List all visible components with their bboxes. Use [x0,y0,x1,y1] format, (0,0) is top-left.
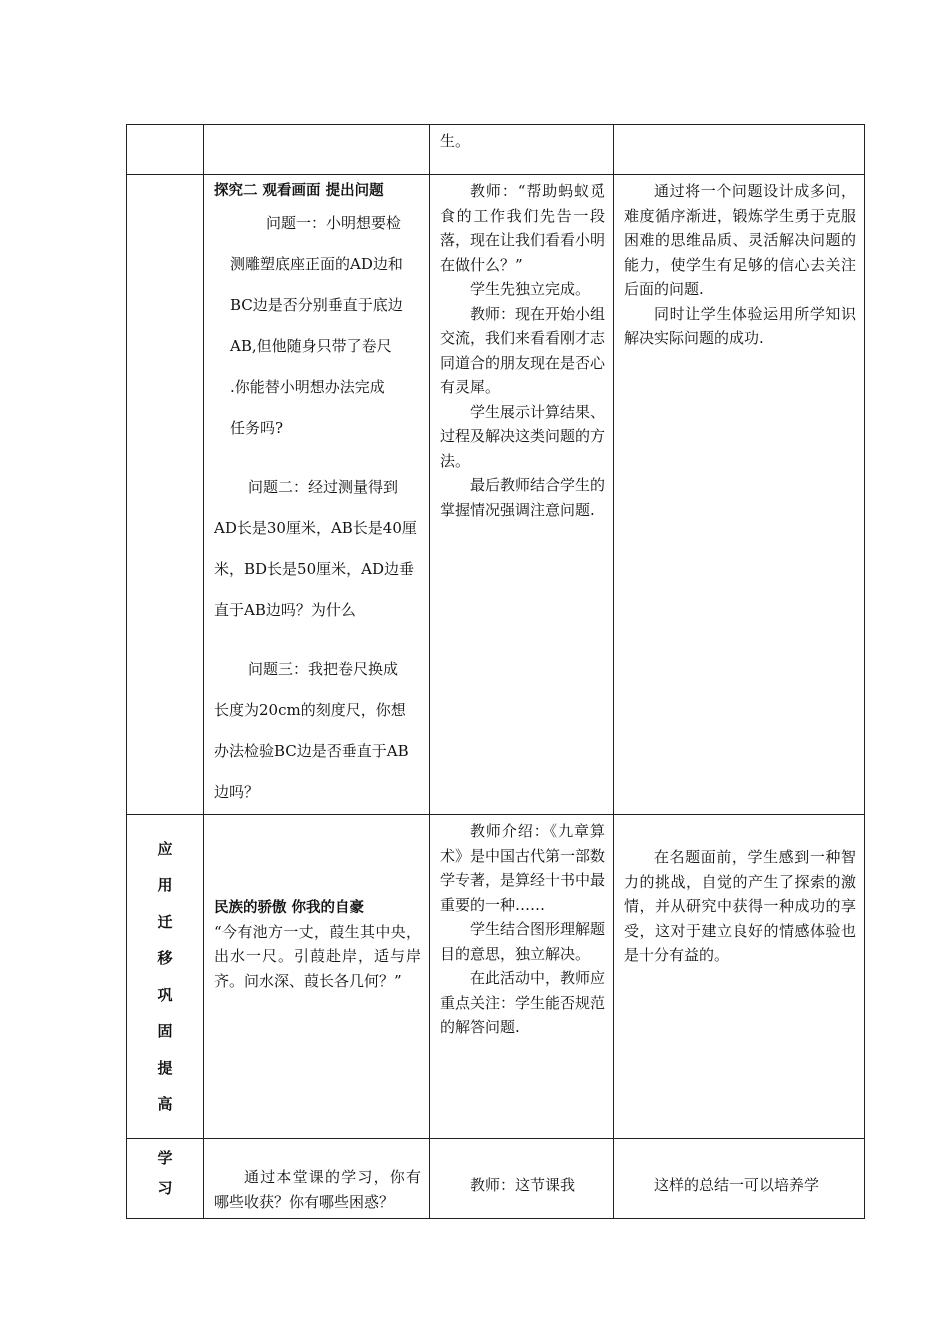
problem-text: “今有池方一丈，葭生其中央，出水一尺。引葭赴岸，适与岸齐。问水深、葭长各几何？” [214,922,421,990]
paragraph: 教师介绍：《九章算术》是中国古代第一部数学专著，是算经十书中最重要的一种…… [440,822,606,914]
paragraph: 通过本堂课的学习，你有哪些收获？你有哪些困惑？ [214,1168,421,1211]
stage-cell [127,1139,204,1219]
intent-text [614,815,864,972]
intent-cell [614,175,865,815]
question-line: 边吗？ [214,783,260,801]
table-row [127,815,865,1139]
paragraph: 学生先独立完成。 [470,280,591,298]
paragraph: 最后教师结合学生的掌握情况强调注意问题. [440,476,606,519]
question-1 [204,203,429,449]
stage-cell [127,125,204,175]
question-2 [204,467,429,631]
question-3 [204,649,429,813]
question-line: 问题二：经过测量得到 [248,478,399,496]
section-heading: 探究二 观看画面 提出问题 [214,183,384,199]
activity-cell [430,175,614,815]
activity-text [430,1139,613,1202]
paragraph: 学生结合图形理解题目的意思，独立解决。 [440,920,606,963]
paragraph: 这样的总结一可以培养学 [654,1176,820,1194]
activity-text: 生。 [440,132,471,150]
content-cell [204,175,430,815]
paragraph: 教师：这节课我 [470,1176,576,1194]
stage-label: 学 习 [157,1149,173,1197]
question-line: 直于AB边吗？为什么 [214,601,356,619]
intent-cell [614,125,865,175]
activity-cell [430,815,614,1139]
question-line: 长度为20cm的刻度尺，你想 [214,701,406,719]
intent-text [614,1139,864,1202]
table-row [127,125,865,175]
activity-cell [430,125,614,175]
question-line: 测雕塑底座正面的AD边和 [230,255,403,273]
question-line: 米，BD长是50厘米，AD边垂 [214,560,414,578]
question-line: 办法检验BC边是否垂直于AB [214,742,409,760]
lesson-plan-table [126,124,865,1219]
stage-label: 应 用 迁 移 巩 固 提 高 [157,839,173,1113]
paragraph: 通过将一个问题设计成多问，难度循序渐进，锻炼学生勇于克服困难的思维品质、灵活解决问题的能力，使学生有足够的信心去关注后面的问题. [624,182,856,298]
stage-cell [127,175,204,815]
content-cell [204,815,430,1139]
question-line: 问题一：小明想要检 [266,214,402,232]
activity-text [430,815,613,1044]
question-line: .你能替小明想办法完成 [230,378,385,396]
paragraph: 在此活动中，教师应重点关注：学生能否规范的解答问题. [440,969,606,1036]
content-text [204,1139,429,1218]
activity-text [430,175,613,526]
paragraph: 教师：现在开始小组交流，我们来看看刚才志同道合的朋友现在是否心有灵犀。 [440,304,606,396]
question-line: AB,但他随身只带了卷尺 [230,337,392,355]
paragraph: 学生展示计算结果、过程及解决这类问题的方法。 [440,402,606,470]
table-row [127,1139,865,1219]
content-cell [204,1139,430,1219]
intent-cell [614,1139,865,1219]
question-line: 任务吗? [230,419,284,437]
question-line: 问题三：我把卷尺换成 [248,660,399,678]
intent-text [614,175,864,355]
activity-cell [430,1139,614,1219]
section-heading: 民族的骄傲 你我的自豪 [214,899,365,916]
intent-cell [614,815,865,1139]
stage-cell [127,815,204,1139]
question-line: BC边是否分别垂直于底边 [230,296,403,314]
paragraph: 同时让学生体验运用所学知识解决实际问题的成功. [624,304,856,347]
paragraph: 教师：“帮助蚂蚁觅食的工作我们先告一段落，现在让我们看看小明在做什么？” [440,182,606,274]
content-text [204,896,429,1058]
question-line: AD长是30厘米，AB长是40厘 [214,519,417,537]
paragraph: 在名题面前，学生感到一种智力的挑战，自觉的产生了探索的激情，并从研究中获得一种成功的享受，这对于建立良好的情感体验也是十分有益的。 [624,848,856,964]
content-cell [204,125,430,175]
table-row [127,175,865,815]
